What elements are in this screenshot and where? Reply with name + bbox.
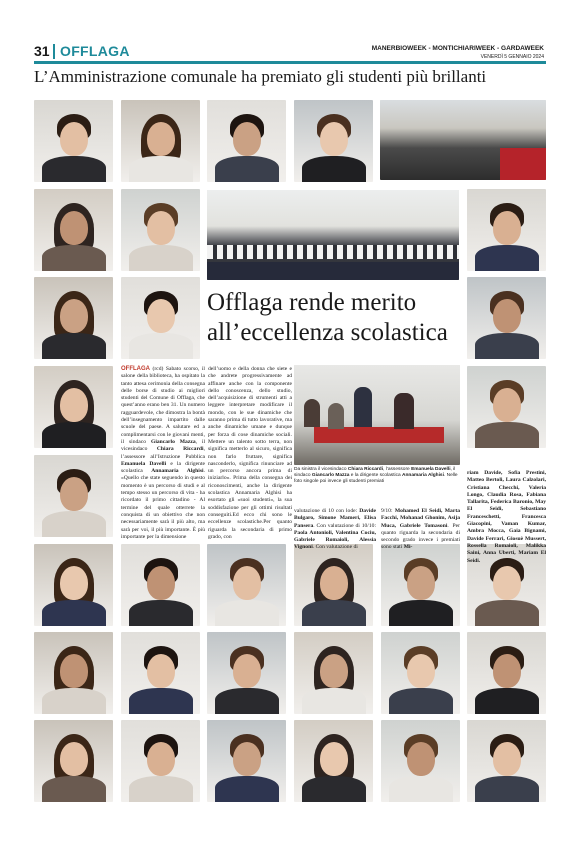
portrait-face: [147, 299, 175, 333]
text-run: . Con valutazione di 10/10:: [313, 522, 376, 529]
portrait-body: [129, 333, 193, 359]
portrait-body: [129, 245, 193, 271]
text-run: , il sindaco: [294, 467, 456, 478]
portrait-body: [42, 688, 106, 714]
text-run: riam Davide, Sofia Prestini, Matteo Bertoli, Laura Calzolari, Cristiana Checchi, Valeria Longo, Claudia Rosa, Fabiana Tallarita, Federica Baronio, May El Seidi, Sebastiano Franceschetti, Francesca Giacopini, Vaman Kumar, Ambra Mocca, Gaia Bignami, Davide Ferrari, Giosuè Mussert, Rossella Romaioli, Malikka Saini, Anna Uberti, Mariam El Seidi.: [467, 470, 546, 564]
article-column-1: [121, 366, 205, 538]
portrait-body: [475, 245, 539, 271]
portrait-body: [42, 333, 106, 359]
portrait-body: [302, 776, 366, 802]
portrait-body: [389, 688, 453, 714]
officials-photo: [294, 365, 460, 465]
text-run: Per quanto riguarda la secondaria di primo grado, con: [208, 519, 292, 540]
student-portrait: [294, 720, 373, 802]
text-run: Annamaria Alghisi: [151, 468, 204, 475]
portrait-body: [475, 776, 539, 802]
text-run: , l’assessore all’Istruzione Pubblica: [121, 446, 205, 460]
portrait-face: [233, 566, 261, 600]
student-portrait: [34, 544, 113, 626]
portrait-body: [42, 422, 106, 448]
text-run: 9/10:: [381, 508, 395, 514]
portrait-body: [389, 776, 453, 802]
portrait-face: [320, 654, 348, 688]
text-run: Paola Antonioli, Valentina Cociu, Gabriele Romaioli, Alessia Vignoni: [294, 529, 376, 551]
portrait-face: [320, 122, 348, 156]
portrait-face: [493, 654, 521, 688]
page-number: 31: [34, 43, 50, 59]
article-column-3: [294, 508, 376, 551]
group-photo: [207, 190, 459, 280]
portrait-body: [129, 156, 193, 182]
portrait-body: [42, 245, 106, 271]
article-column-5: [467, 470, 546, 564]
portrait-body: [42, 600, 106, 626]
header-divider: [53, 44, 55, 59]
student-portrait: [294, 100, 373, 182]
portrait-face: [407, 654, 435, 688]
portrait-face: [60, 742, 88, 776]
portrait-body: [215, 156, 279, 182]
text-run: Emanuela Davelli: [411, 467, 451, 472]
photo-caption: [294, 467, 460, 485]
portrait-face: [60, 654, 88, 688]
student-portrait: [121, 720, 200, 802]
portrait-body: [302, 156, 366, 182]
student-portrait: [207, 544, 286, 626]
portrait-face: [147, 742, 175, 776]
portrait-face: [147, 122, 175, 156]
text-run: Ed ecco chi sono le eccellenze scolastiche.: [208, 511, 292, 526]
portrait-face: [320, 566, 348, 600]
student-portrait: [467, 720, 546, 802]
text-run: Da sinistra il vicesindaco: [294, 467, 348, 472]
section-title: OFFLAGA: [60, 43, 130, 59]
text-run: . Nelle foto singole poi invece gli studenti premiati: [294, 473, 458, 484]
portrait-body: [475, 688, 539, 714]
student-portrait: [294, 544, 373, 626]
header-rule: [34, 61, 546, 64]
portrait-face: [60, 299, 88, 333]
portrait-face: [147, 211, 175, 245]
portrait-face: [147, 654, 175, 688]
student-portrait: [34, 100, 113, 182]
student-portrait: [34, 455, 113, 537]
text-run: . Con valutazione di: [312, 544, 358, 551]
text-run: Mohamed El Seidi, Marta Facchi, Mohanad Ghonim, Asija Muca, Gabriele Tomasoni: [381, 508, 460, 529]
text-run: , l’assessore: [383, 467, 412, 472]
text-run: Annamaria Alghisi: [402, 473, 444, 478]
student-portrait: [207, 720, 286, 802]
headline: Offlaga rende merito all’eccellenza scolastica: [207, 289, 448, 346]
student-portrait: [381, 632, 460, 714]
portrait-face: [493, 742, 521, 776]
portrait-face: [493, 211, 521, 245]
portrait-face: [493, 388, 521, 422]
portrait-face: [60, 211, 88, 245]
portrait-body: [42, 776, 106, 802]
portrait-body: [475, 422, 539, 448]
portrait-body: [42, 511, 106, 537]
student-portrait: [294, 632, 373, 714]
student-portrait: [121, 100, 200, 182]
portrait-face: [60, 566, 88, 600]
student-portrait: [121, 544, 200, 626]
portrait-face: [147, 566, 175, 600]
student-portrait: [467, 366, 546, 448]
portrait-face: [60, 122, 88, 156]
portrait-face: [407, 566, 435, 600]
text-run: OFFLAGA: [121, 366, 150, 372]
text-run: e la dirigente scolastica: [121, 460, 205, 475]
text-run: e la dirigente scolastica: [349, 473, 402, 478]
text-run: dell’uomo e della donna che siete e che andrete progressivamente ad affinare anche con la componente dello conoscenza, dello studio, dell’acquisizione di strumenti atti a leggere interpretare modificare il mondo, con le sue dinamiche che saranno prima di tutto lavorative, ma anche dinamiche umane e dunque per forza di cose dinamiche sociali. Mettere un talento sotto terra, non significa metterlo al sicuro, significa non farlo fruttare, significa nasconderlo, significa rinunciare ad un percorso ancora prima di iniziarlo». Prima della consegna dei riconoscimenti, anche la dirigente scolastica Annamaria Alghisi ha esortato gli «suoi studenti», la sua soddisfazione per gli ottimi risultati conseguiti.: [208, 366, 292, 518]
portrait-face: [320, 742, 348, 776]
student-portrait: [207, 100, 286, 182]
portrait-body: [42, 156, 106, 182]
portrait-face: [60, 388, 88, 422]
portrait-body: [302, 600, 366, 626]
student-portrait: [467, 632, 546, 714]
student-portrait: [34, 189, 113, 271]
text-run: (rcd) Sabato scorso, il salone della biblioteca, ha ospitato la tanto attesa cerimonia della consegna delle borse di studio ai migliori studenti del Comune di Offlaga, che quest’anno erano ben 31. Un numero ragguardevole, che dimostra la bontà dell’insegnamento impartito dalle scuole del paese. A salutare ed a complimentarsi con le giovani menti, il sindaco: [121, 366, 205, 445]
text-run: .: [447, 522, 449, 529]
portrait-face: [233, 654, 261, 688]
student-portrait: [381, 720, 460, 802]
issue-date: VENERDÌ 5 GENNAIO 2024: [480, 54, 544, 60]
portrait-body: [302, 688, 366, 714]
student-portrait: [34, 366, 113, 448]
portrait-body: [129, 600, 193, 626]
student-portrait: [207, 632, 286, 714]
student-portrait: [467, 189, 546, 271]
portrait-face: [60, 477, 88, 511]
text-run: , il vicesindaco: [121, 438, 206, 453]
student-portrait: [34, 277, 113, 359]
article-column-2: [208, 366, 292, 538]
text-run: Giancarlo Mazza: [311, 473, 350, 478]
kicker: L’Amministrazione comunale ha premiato gli studenti più brillanti: [34, 67, 487, 86]
text-run: Chiara Riccardi: [156, 446, 204, 453]
portrait-body: [215, 600, 279, 626]
portrait-body: [129, 776, 193, 802]
text-run: Emanuela Davelli: [121, 460, 167, 467]
portrait-body: [389, 600, 453, 626]
portrait-face: [493, 299, 521, 333]
student-portrait: [34, 632, 113, 714]
portrait-body: [475, 600, 539, 626]
text-run: Davide Bulgaro, Simone Mameri, Elisa Pansera: [294, 508, 376, 529]
text-run: Mi-: [403, 544, 413, 551]
portrait-body: [215, 776, 279, 802]
publication-names: MANERBIOWEEK - MONTICHIARIWEEK - GARDAWEEK: [371, 45, 544, 52]
student-portrait: [34, 720, 113, 802]
portrait-face: [407, 742, 435, 776]
audience-photo: [380, 100, 546, 180]
student-portrait: [121, 632, 200, 714]
text-run: Giancarlo Mazza: [150, 438, 196, 445]
student-portrait: [381, 544, 460, 626]
text-run: . «Quello che state seguendo in questo momento è un percorso di studi e al tempo stesso un percorso di vita - ha ricordato il primo cittadino - Al termine del quale otterrete la conquista di un obiettivo che non necessariamente sarà il più alto, ma sarà per voi, il più importante. È più importante per la dimensione: [121, 468, 205, 540]
text-run: Chiara Riccardi: [347, 467, 384, 472]
student-portrait: [121, 189, 200, 271]
portrait-body: [129, 688, 193, 714]
portrait-face: [233, 122, 261, 156]
text-run: Per quanto riguarda la secondaria di secondo grado invece i premiati sono stati: [381, 522, 460, 551]
article-column-4: [381, 508, 460, 551]
portrait-face: [493, 566, 521, 600]
text-run: valutazione di 10 con lode:: [294, 508, 360, 514]
portrait-body: [215, 688, 279, 714]
student-portrait: [121, 277, 200, 359]
portrait-face: [233, 742, 261, 776]
